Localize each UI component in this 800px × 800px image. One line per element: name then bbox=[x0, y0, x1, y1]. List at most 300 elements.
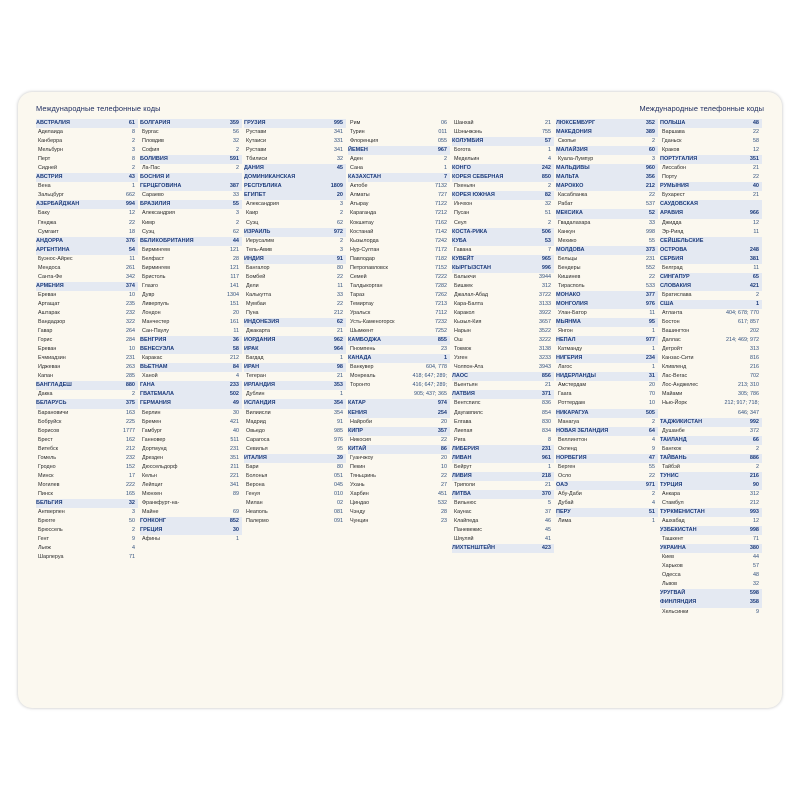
city-name: Бобруйск bbox=[38, 418, 62, 425]
city-name: Нур-Султан bbox=[350, 246, 380, 253]
city-row bbox=[556, 436, 658, 445]
city-name: Канзас-Сити bbox=[662, 355, 694, 362]
city-row bbox=[36, 137, 138, 146]
country-name: РЕСПУБЛИКА bbox=[244, 183, 282, 190]
dial-code: 91 bbox=[337, 418, 343, 425]
country-row bbox=[452, 454, 554, 463]
country-name: ТАДЖИКИСТАН bbox=[660, 418, 703, 425]
city-row bbox=[36, 345, 138, 354]
city-row bbox=[36, 508, 138, 517]
country-row bbox=[556, 182, 658, 191]
city-name: Клайпеда bbox=[454, 518, 479, 525]
city-row bbox=[660, 146, 762, 155]
city-row bbox=[348, 291, 450, 300]
dial-code: 55 bbox=[649, 463, 655, 470]
dial-code: 352 bbox=[645, 120, 655, 126]
country-name: ГОНКОНГ bbox=[140, 518, 167, 525]
city-name: Харьков bbox=[662, 563, 683, 570]
country-name: ФИНЛЯНДИЯ bbox=[660, 599, 697, 606]
city-row bbox=[452, 354, 554, 363]
country-name: УРУГВАЙ bbox=[660, 590, 686, 597]
country-name: КОРЕЯ СЕВЕРНАЯ bbox=[452, 174, 504, 181]
city-row bbox=[452, 246, 554, 255]
country-name: ВЬЕТНАМ bbox=[140, 364, 168, 371]
country-name: ТУРЦИЯ bbox=[660, 481, 683, 488]
city-row bbox=[660, 336, 762, 345]
dial-code: 1 bbox=[652, 518, 655, 525]
city-row bbox=[556, 237, 658, 246]
country-name: БЕЛЬГИЯ bbox=[36, 499, 63, 506]
country-row bbox=[452, 137, 554, 146]
dial-code: 2 bbox=[756, 463, 759, 470]
city-name: Киев bbox=[662, 554, 675, 561]
country-name: ЛИХТЕНШТЕЙН bbox=[452, 545, 495, 552]
dial-code: 505 bbox=[645, 409, 655, 416]
city-row bbox=[348, 200, 450, 209]
dial-code: 47 bbox=[648, 454, 655, 461]
dial-code: 1 bbox=[340, 355, 343, 362]
city-name: Богота bbox=[454, 147, 471, 154]
country-row bbox=[140, 345, 242, 354]
city-name: Гомель bbox=[38, 454, 57, 461]
dial-code: 964 bbox=[333, 346, 343, 353]
country-name: АВСТРИЯ bbox=[36, 174, 63, 181]
dial-code: 40 bbox=[233, 427, 239, 434]
dial-code: 284 bbox=[126, 337, 135, 344]
dial-code: 974 bbox=[437, 400, 447, 407]
city-name: Гаага bbox=[558, 391, 572, 398]
country-row bbox=[244, 381, 346, 390]
dial-code: 51 bbox=[545, 210, 551, 217]
dial-code: 7112 bbox=[435, 309, 447, 316]
dial-code: 45 bbox=[545, 527, 551, 534]
country-row bbox=[660, 300, 762, 309]
dial-code: 2 bbox=[548, 219, 551, 226]
city-row bbox=[244, 300, 346, 309]
city-name: Бургас bbox=[142, 129, 159, 136]
dial-code: 354 bbox=[333, 400, 343, 407]
city-row bbox=[244, 200, 346, 209]
dial-code: 11 bbox=[129, 255, 135, 262]
city-row bbox=[660, 128, 762, 137]
dial-code: 52 bbox=[648, 210, 655, 217]
city-row bbox=[660, 463, 762, 472]
city-name: Зальцбург bbox=[38, 192, 64, 199]
country-row bbox=[452, 490, 554, 499]
dial-code: 1 bbox=[444, 165, 447, 172]
city-row bbox=[244, 219, 346, 228]
dial-code: 213; 310 bbox=[738, 382, 759, 389]
dial-code: 248 bbox=[749, 246, 759, 253]
city-name: Майне bbox=[142, 509, 159, 516]
dial-code: 2 bbox=[236, 219, 239, 226]
city-name: Лиепая bbox=[454, 427, 473, 434]
city-row bbox=[348, 273, 450, 282]
dial-code: 1809 bbox=[330, 183, 343, 190]
city-name: Найроби bbox=[350, 418, 372, 425]
dial-code: 214; 469; 972 bbox=[726, 337, 759, 344]
city-row bbox=[660, 390, 762, 399]
city-name: Лагос bbox=[558, 364, 573, 371]
dial-code: 993 bbox=[749, 509, 759, 516]
country-name: АНДОРРА bbox=[36, 237, 63, 244]
city-name: Гуанчжоу bbox=[350, 454, 374, 461]
country-row bbox=[556, 336, 658, 345]
city-name: Пекин bbox=[350, 463, 366, 470]
city-name: Бишкек bbox=[454, 282, 473, 289]
city-row bbox=[556, 345, 658, 354]
city-row bbox=[660, 517, 762, 526]
city-name: Гянджа bbox=[38, 219, 57, 226]
city-name: Канберра bbox=[38, 138, 63, 145]
city-name: Павлодар bbox=[350, 255, 375, 262]
city-name: Тайбэй bbox=[662, 463, 680, 470]
country-row bbox=[348, 354, 450, 363]
dial-code: 41 bbox=[545, 536, 551, 543]
city-name: Бангкок bbox=[662, 445, 682, 452]
city-name: Даугавпилс bbox=[454, 409, 483, 416]
dial-code: 84 bbox=[232, 364, 239, 371]
dial-code: 2 bbox=[652, 418, 655, 425]
city-row bbox=[36, 463, 138, 472]
city-row bbox=[36, 255, 138, 264]
dial-code: 423 bbox=[541, 545, 551, 552]
country-name: МОНАКО bbox=[556, 291, 581, 298]
city-row bbox=[140, 291, 242, 300]
city-name: Дувр bbox=[142, 291, 155, 298]
dial-code: 359 bbox=[229, 120, 239, 126]
city-row bbox=[348, 381, 450, 390]
city-name: Рустави bbox=[246, 147, 267, 154]
city-row bbox=[660, 345, 762, 354]
city-row bbox=[140, 445, 242, 454]
dial-code: 662 bbox=[126, 192, 135, 199]
city-name: Стамбул bbox=[662, 499, 684, 506]
code-column bbox=[348, 119, 452, 691]
city-name: Берлин bbox=[142, 409, 161, 416]
country-name: ИРЛАНДИЯ bbox=[244, 382, 275, 389]
city-row bbox=[140, 427, 242, 436]
dial-code: 10 bbox=[649, 400, 655, 407]
city-row bbox=[556, 200, 658, 209]
city-row bbox=[244, 246, 346, 255]
dial-code: 2 bbox=[548, 183, 551, 190]
dial-code: 1 bbox=[236, 536, 239, 543]
header-title-right: Международные телефонные коды bbox=[639, 104, 764, 113]
country-row bbox=[556, 209, 658, 218]
dial-code: 7252 bbox=[435, 328, 447, 335]
dial-code: 27 bbox=[441, 481, 447, 488]
dial-code: 261 bbox=[126, 264, 135, 271]
city-name: Пусан bbox=[454, 210, 470, 217]
city-name: Мюнхен bbox=[142, 490, 163, 497]
city-name: Афины bbox=[142, 536, 160, 543]
country-row bbox=[660, 418, 762, 427]
dial-code: 65 bbox=[752, 273, 759, 280]
city-row bbox=[660, 327, 762, 336]
city-row bbox=[140, 282, 242, 291]
city-row bbox=[660, 499, 762, 508]
country-name: СЕЙШЕЛЬСКИЕ bbox=[660, 237, 704, 244]
dial-code: 31 bbox=[648, 373, 655, 380]
city-row bbox=[452, 146, 554, 155]
dial-code: 43 bbox=[128, 174, 135, 181]
dial-code: 50 bbox=[129, 518, 135, 525]
country-name: НИДЕРЛАНДЫ bbox=[556, 373, 596, 380]
country-name: КОРЕЯ ЮЖНАЯ bbox=[452, 192, 495, 199]
country-row bbox=[452, 264, 554, 273]
city-name: Мельбурн bbox=[38, 147, 63, 154]
dial-code: 421 bbox=[749, 282, 759, 289]
dial-code: 46 bbox=[545, 518, 551, 525]
city-name: Гавар bbox=[38, 328, 53, 335]
dial-code: 9 bbox=[652, 445, 655, 452]
city-row bbox=[244, 445, 346, 454]
city-row bbox=[452, 418, 554, 427]
city-row bbox=[140, 255, 242, 264]
city-name: Караганда bbox=[350, 210, 377, 217]
dial-code: 995 bbox=[333, 120, 343, 126]
dial-code: 977 bbox=[645, 337, 655, 344]
dial-code: 996 bbox=[541, 264, 551, 271]
country-name: ЛАТВИЯ bbox=[452, 391, 475, 398]
dial-code: 12 bbox=[129, 210, 135, 217]
city-name: Сараево bbox=[142, 192, 164, 199]
country-row bbox=[36, 282, 138, 291]
country-name: БОЛИВИЯ bbox=[140, 156, 168, 163]
city-row bbox=[36, 146, 138, 155]
dial-code: 7212 bbox=[435, 210, 447, 217]
city-row bbox=[348, 517, 450, 526]
dial-code: 12 bbox=[753, 518, 759, 525]
city-row bbox=[244, 490, 346, 499]
dial-code: 3 bbox=[340, 246, 343, 253]
city-name: Кишинев bbox=[558, 273, 581, 280]
country-row bbox=[660, 182, 762, 191]
city-name: Джидда bbox=[662, 219, 682, 226]
dial-code: 202 bbox=[750, 328, 759, 335]
city-row bbox=[452, 381, 554, 390]
city-name: Джакарта bbox=[246, 328, 271, 335]
city-row bbox=[348, 372, 450, 381]
dial-code: 21 bbox=[337, 328, 343, 335]
country-row bbox=[36, 119, 138, 128]
dial-code: 71 bbox=[753, 536, 759, 543]
city-name: Флоренция bbox=[350, 138, 379, 145]
city-name: Улан-Батор bbox=[558, 309, 587, 316]
country-row bbox=[660, 508, 762, 517]
dial-code: 537 bbox=[646, 201, 655, 208]
dial-code: 285 bbox=[126, 373, 135, 380]
city-row bbox=[348, 327, 450, 336]
dial-code: 66 bbox=[752, 436, 759, 443]
dial-code: 646; 347 bbox=[738, 409, 759, 416]
city-name: Нарын bbox=[454, 328, 471, 335]
city-name: Веллингтон bbox=[558, 436, 588, 443]
country-name: ГВАТЕМАЛА bbox=[140, 391, 174, 398]
country-row bbox=[140, 336, 242, 345]
city-row bbox=[452, 219, 554, 228]
city-name: Суэц bbox=[142, 228, 155, 235]
country-row bbox=[660, 598, 762, 607]
dial-code: 2 bbox=[340, 210, 343, 217]
dial-code: 356 bbox=[645, 174, 655, 181]
dial-code: 48 bbox=[752, 120, 759, 126]
country-name: ИТАЛИЯ bbox=[244, 454, 267, 461]
country-name: МАКЕДОНИЯ bbox=[556, 129, 592, 136]
city-name: Сарагоса bbox=[246, 436, 270, 443]
city-row bbox=[556, 327, 658, 336]
dial-code: 091 bbox=[334, 518, 343, 525]
city-name: Мумбаи bbox=[246, 300, 266, 307]
city-name: Чэнду bbox=[350, 509, 366, 516]
dial-code: 702 bbox=[750, 373, 759, 380]
country-row bbox=[244, 336, 346, 345]
dial-code: 222 bbox=[126, 481, 135, 488]
dial-code: 06 bbox=[441, 120, 447, 126]
city-row bbox=[452, 345, 554, 354]
dial-code: 1 bbox=[652, 328, 655, 335]
dial-code: 32 bbox=[337, 156, 343, 163]
city-name: Вентспилс bbox=[454, 400, 481, 407]
city-name: Абу-Даби bbox=[558, 490, 582, 497]
country-row bbox=[140, 173, 242, 182]
country-row bbox=[140, 399, 242, 408]
city-row bbox=[660, 164, 762, 173]
city-row bbox=[452, 517, 554, 526]
city-name: Вашингтон bbox=[662, 328, 690, 335]
dial-code: 3 bbox=[340, 201, 343, 208]
city-name: Тараз bbox=[350, 291, 365, 298]
city-row bbox=[244, 463, 346, 472]
city-row bbox=[556, 264, 658, 273]
city-name: Дублин bbox=[246, 391, 265, 398]
dial-code: 972 bbox=[333, 228, 343, 235]
country-row bbox=[452, 237, 554, 246]
city-row bbox=[452, 209, 554, 218]
dial-code: 389 bbox=[645, 129, 655, 136]
city-row bbox=[36, 128, 138, 137]
city-name: Ухань bbox=[350, 481, 365, 488]
country-row bbox=[140, 237, 242, 246]
sheet-header bbox=[36, 104, 764, 113]
dial-code: 1 bbox=[340, 391, 343, 398]
country-row bbox=[452, 445, 554, 454]
country-row bbox=[36, 237, 138, 246]
city-row bbox=[36, 155, 138, 164]
dial-code: 3657 bbox=[539, 319, 551, 326]
city-row bbox=[348, 300, 450, 309]
city-row bbox=[556, 273, 658, 282]
country-row bbox=[348, 399, 450, 408]
city-row bbox=[36, 436, 138, 445]
city-row bbox=[348, 128, 450, 137]
city-name: Бремен bbox=[142, 418, 162, 425]
dial-code: 117 bbox=[230, 273, 239, 280]
dial-code: 816 bbox=[750, 355, 759, 362]
city-name: Гент bbox=[38, 536, 50, 543]
dial-code: 375 bbox=[125, 400, 135, 407]
city-name: Мадрид bbox=[246, 418, 266, 425]
city-name: Кызыл-Кия bbox=[454, 319, 482, 326]
dial-code: 3 bbox=[132, 147, 135, 154]
dial-code: 2 bbox=[236, 147, 239, 154]
dial-code: 591 bbox=[229, 156, 239, 163]
city-row bbox=[244, 264, 346, 273]
city-row bbox=[36, 544, 138, 553]
country-row bbox=[660, 472, 762, 481]
city-row bbox=[348, 436, 450, 445]
city-row bbox=[556, 155, 658, 164]
city-row bbox=[36, 182, 138, 191]
city-name: Костанай bbox=[350, 228, 374, 235]
dial-code: 4 bbox=[236, 373, 239, 380]
dial-code: 30 bbox=[233, 409, 239, 416]
city-name: Глазго bbox=[142, 282, 159, 289]
dial-code: 212 bbox=[230, 355, 239, 362]
dial-code: 374 bbox=[125, 282, 135, 289]
city-row bbox=[140, 219, 242, 228]
dial-code: 854 bbox=[542, 409, 551, 416]
dial-code: 44 bbox=[753, 554, 759, 561]
dial-code: 32 bbox=[545, 201, 551, 208]
country-row bbox=[660, 589, 762, 598]
city-name: Манагуа bbox=[558, 418, 580, 425]
city-row bbox=[660, 580, 762, 589]
dial-code: 62 bbox=[233, 228, 239, 235]
code-column bbox=[660, 119, 764, 691]
dial-code: 856 bbox=[541, 373, 551, 380]
city-row bbox=[348, 309, 450, 318]
dial-code: 7232 bbox=[435, 319, 447, 326]
city-name: Иджеван bbox=[38, 364, 61, 371]
city-name: Канкун bbox=[558, 228, 576, 235]
code-column bbox=[244, 119, 348, 691]
dial-code: 404; 678; 770 bbox=[726, 309, 759, 316]
dial-code: 830 bbox=[542, 418, 551, 425]
code-column bbox=[36, 119, 140, 691]
dial-code: 235 bbox=[126, 300, 135, 307]
city-row bbox=[556, 255, 658, 264]
city-name: Атырау bbox=[350, 201, 369, 208]
city-row bbox=[348, 499, 450, 508]
country-name: АРМЕНИЯ bbox=[36, 282, 64, 289]
country-row bbox=[36, 173, 138, 182]
city-row bbox=[36, 219, 138, 228]
city-row bbox=[452, 300, 554, 309]
dial-code: 28 bbox=[233, 255, 239, 262]
city-row bbox=[660, 372, 762, 381]
dial-code: 7282 bbox=[435, 282, 447, 289]
city-name: Бомбей bbox=[246, 273, 266, 280]
code-column bbox=[140, 119, 244, 691]
country-name: КЕНИЯ bbox=[348, 409, 367, 416]
city-name: Кара-Балта bbox=[454, 300, 484, 307]
phone-codes-sheet bbox=[18, 92, 782, 708]
city-name: Медельин bbox=[454, 156, 480, 163]
city-name: Ванкувер bbox=[350, 364, 374, 371]
city-row bbox=[348, 255, 450, 264]
dial-code: 416; 647; 289; bbox=[412, 382, 447, 389]
city-row bbox=[140, 454, 242, 463]
city-name: Перт bbox=[38, 156, 51, 163]
city-row bbox=[244, 155, 346, 164]
city-row bbox=[452, 481, 554, 490]
city-name: Касабланка bbox=[558, 192, 588, 199]
city-name: Гвадалахара bbox=[558, 219, 591, 226]
country-row bbox=[556, 164, 658, 173]
country-row bbox=[36, 499, 138, 508]
